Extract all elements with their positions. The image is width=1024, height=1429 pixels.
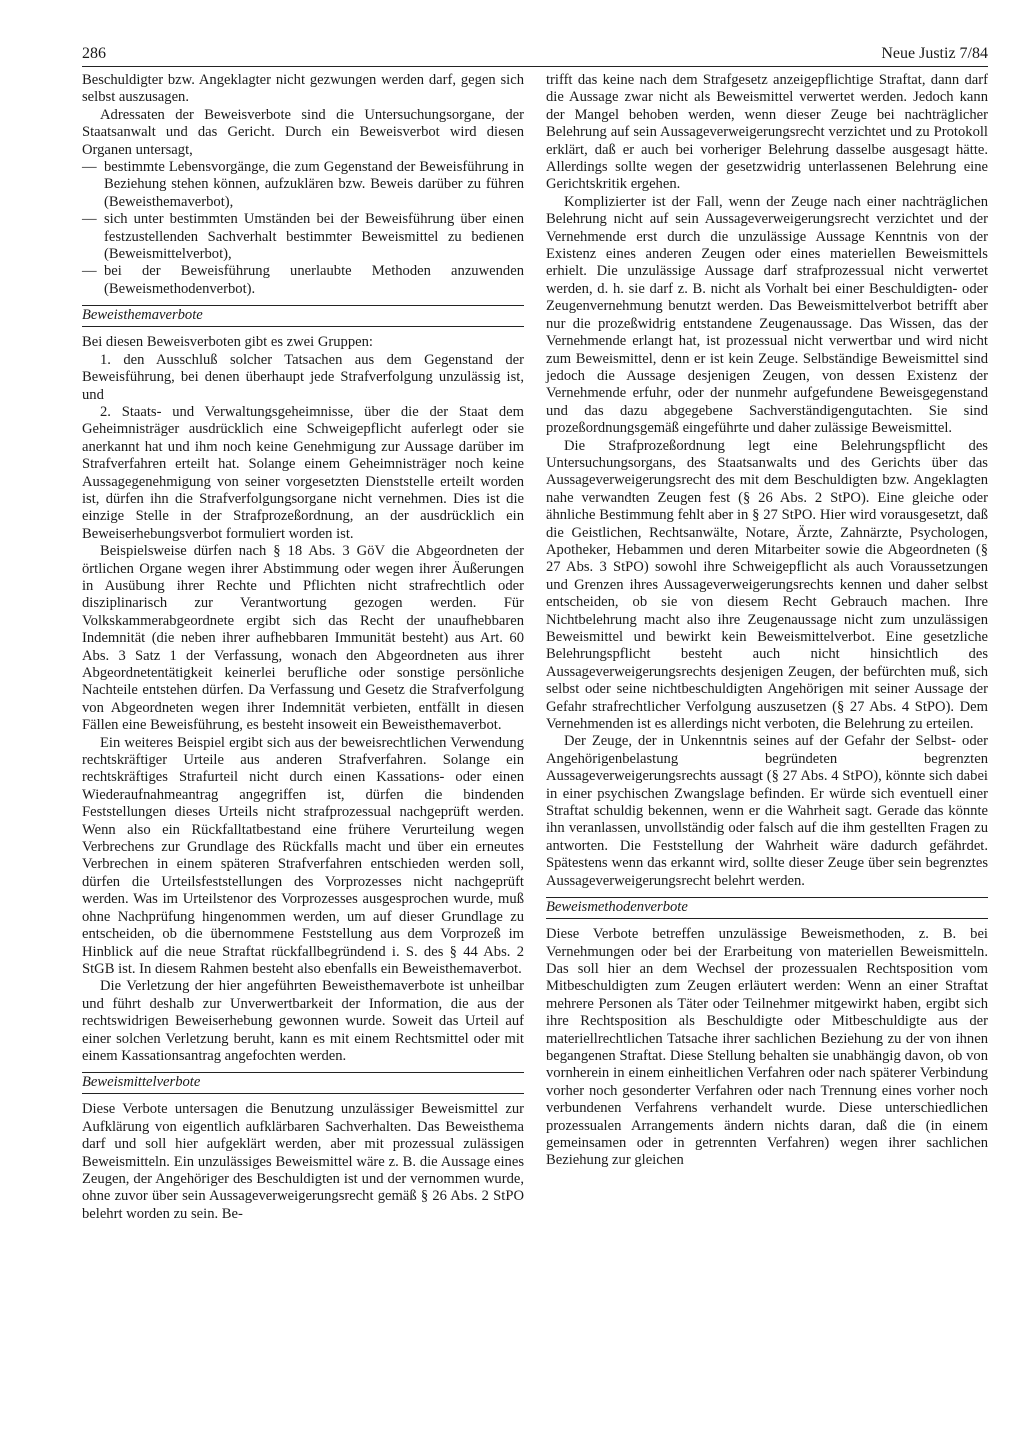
section-heading-beweisthemaverbote: [82, 305, 524, 327]
section-title: Beweisthemaverbote: [82, 307, 203, 324]
page-number: 286: [82, 45, 106, 62]
left-column: [82, 72, 524, 1223]
list-item: — bei der Beweisführung unerlaubte Methoden anzuwenden (Beweismethodenverbot).: [82, 263, 524, 298]
paragraph-trifft: trifft das keine nach dem Strafgesetz anzeigepflichtige Straftat, dann darf die Aussage zwar nicht als Beweismittel verwertet werden. Jedoch kann der Mangel behoben werden, wenn dieser Zeuge bei nachträglicher Belehrung auf sein Aussageverweigerungsrecht verzichtet und zu Protokoll erklärt, daß er auch bei vorheriger Belehrung dasselbe ausgesagt hätte. Allerdings sollte wegen der gesetzwidrig unterlassenen Belehrung eine Gerichtskritik ergehen.: [546, 72, 988, 193]
list-item: — bestimmte Lebensvorgänge, die zum Gegenstand der Beweisführung in Beziehung stehen können, aufzuklären bzw. Beweis darüber zu führen (Beweisthemaverbot),: [82, 159, 524, 211]
list-item: — sich unter bestimmten Umständen bei der Beweisführung über einen festzustellenden Sachverhalt bestimmter Beweismittel zu bedienen (Beweismittelverbot),: [82, 211, 524, 263]
paragraph-zeuge: Der Zeuge, der in Unkenntnis seines auf der Gefahr der Selbst- oder Angehörigenbelastung begründeten begrenzten Aussageverweigerungsrechts aussagt (§ 27 Abs. 4 StPO), könnte sich dabei in einer psychischen Zwangslage befinden. Er würde sich eventuell einer Straftat schuldig bekennen, wenn er die Wahrheit sagt. Gerade das könnte ihn veranlassen, unvollständig oder falsch auf die ihm gestellten Fragen zu antworten. Die Feststellung der Wahrheit wäre dadurch gefährdet. Spätestens wenn das erkannt wird, sollte dieser Zeuge über sein begrenztes Aussageverweigerungsrecht belehrt werden.: [546, 733, 988, 889]
page-header: [82, 44, 988, 67]
paragraph-verletzung: Die Verletzung der hier angeführten Beweisthemaverbote ist unheilbar und führt deshalb zur Unverwertbarkeit der Information, die aus der rechtswidrigen Beweiserhebung gewonnen wurde. Soweit das Urteil auf einer solchen Verletzung beruht, kann es mit einem Rechtsmittel oder mit einem Kassationsantrag angefochten werden.: [82, 978, 524, 1064]
paragraph-intro: Beschuldigter bzw. Angeklagter nicht gezwungen werden darf, gegen sich selbst auszusagen.: [82, 72, 524, 106]
list-item: 2. Staats- und Verwaltungsgeheimnisse, über die der Staat dem Geheimnisträger ausdrücklich eine Schweigepflicht auferlegt oder sie anerkannt hat und ihm noch keine Genehmigung zur Aussage darüber im Strafverfahren erteilt hat. Solange einem Geheimnisträger noch keine Aussagegenehmigung von seiner vorgesetzten Dienststelle erteilt worden ist, dürfen ihn die Strafverfolgungsorgane nicht vernehmen. Dies ist die einzige Stelle in der Strafprozeßordnung, an der ausdrücklich ein Beweiserhebungsverbot formuliert worden ist.: [82, 403, 524, 542]
paragraph-adressaten: Adressaten der Beweisverbote sind die Untersuchungsorgane, der Staatsanwalt und das Gericht. Durch ein Beweisverbot wird diesen Organen untersagt,: [82, 106, 524, 158]
section-title: Beweismittelverbote: [82, 1074, 201, 1091]
paragraph-strafprozessordnung: Die Strafprozeßordnung legt eine Belehrungspflicht des Untersuchungsorgans, des Staatsanwalts und des Gerichts über das Aussageverweigerungsrecht des mit dem Beschuldigten bzw. Angeklagten nahe verwandten Zeugen fest (§ 26 Abs. 2 StPO). Eine gleiche oder ähnliche Bestimmung fehlt aber in § 27 StPO. Hier wird vorausgesetzt, daß die Geistlichen, Rechtsanwälte, Notare, Ärzte, Zahnärzte, Psychologen, Apotheker, Hebammen und deren Mitarbeiter sowie die Abgeordneten (§ 27 Abs. 3 StPO) sowohl ihre Schweigepflicht als auch Voraussetzungen und Grenzen ihres Aussageverweigerungsrechts kennen und daher selbst entscheiden, ob sie von diesem Recht Gebrauch machen. Ihre Nichtbelehrung macht also ihre Zeugenaussage nicht zum unzulässigen Beweismittel und bewirkt kein Beweismittelverbot. Eine gesetzliche Belehrungspflicht besteht auch nicht hinsichtlich des Aussageverweigerungsrechts desjenigen Zeugen, der befürchten muß, sich selbst oder seine nichtbeschuldigten Angehörigen mit seiner Aussage der Gefahr strafrechtlicher Verfolgung auszusetzen (§ 27 Abs. 4 StPO). Dem Vernehmenden ist es allerdings nicht verboten, die Belehrung zu erteilen.: [546, 437, 988, 733]
group-list: [82, 352, 524, 543]
section-heading-beweismittelverbote: [82, 1072, 524, 1094]
paragraph-gruppen: Bei diesen Beweisverboten gibt es zwei Gruppen:: [82, 334, 373, 351]
journal-issue: Neue Justiz 7/84: [881, 45, 988, 62]
prohibition-list: [82, 159, 524, 298]
list-item: 1. den Ausschluß solcher Tatsachen aus dem Gegenstand der Beweisführung, bei denen überhaupt jede Strafverfolgung unzulässig ist, und: [82, 351, 524, 403]
paragraph-komplizierter: Komplizierter ist der Fall, wenn der Zeuge nach einer nachträglichen Belehrung nicht auf sein Aussageverweigerungsrecht verzichtet und der Vernehmende erst durch die unzulässige Aussage Kenntnis von der Existenz eines anderen Zeugen oder eines materiellen Beweismittels erhielt. Die unzulässige Aussage darf strafprozessual nicht verwertet werden, d. h. sie darf z. B. nicht als Vorhalt bei einer Beschuldigten- oder Zeugenvernehmung benutzt werden. Das Beweismittelverbot betrifft aber nur die prozeßwidrig entstandene Zeugenaussage. Das Wissen, das der Vernehmende erlangt hat, ist prozessual nicht verwertbar und wird nicht zum Beweismittel, denn er ist kein Zeuge. Selbständige Beweismittel sind jedoch die Aussage desjenigen Zeugen, von dessen Existenz der Vernehmende erfuhr, oder der nunmehr aufgefundene Beweisgegenstand und das dazu abgegebene Sachverständigengutachten. Sie sind prozeßordnungsgemäß eingeführte und daher zulässige Beweismittel.: [546, 193, 988, 437]
right-column: [546, 72, 988, 1170]
paragraph-methoden: Diese Verbote betreffen unzulässige Beweismethoden, z. B. bei Vernehmungen oder bei der Erarbeitung von materiellen Beweismitteln. Das soll hier an dem Wechsel der prozessualen Rechtsposition vom Mitbeschuldigten zum Zeugen erläutert werden: Wenn an einer Straftat mehrere Personen als Täter oder Teilnehmer mitgewirkt haben, ergibt sich ihre Rechtsposition als Beschuldigte oder Mitbeschuldigte aus der materiellrechtlichen Tatsache ihrer sachlichen Beziehung zu der von ihnen begangenen Straftat. Diese Stellung behalten sie unabhängig davon, ob von vornherein in einem einheitlichen Verfahren oder nach späterer Verbindung vorher noch gesonderter Verfahren oder nach Trennung eines vorher noch verbundenen Verfahrens verhandelt wurde. Diese unterschiedlichen prozessualen Arrangements ändern nichts daran, daß die (in einem gemeinsamen oder in getrennten Verfahren) wegen ihrer sachlichen Beziehung zur gleichen: [546, 926, 988, 1169]
section-title: Beweismethodenverbote: [546, 899, 688, 916]
paragraph-beispielsweise: Beispielsweise dürfen nach § 18 Abs. 3 GöV die Abgeordneten der örtlichen Organe wegen ihrer Abstimmung oder wegen ihrer Äußerungen in Ausübung ihrer Rechte und Pflichten nicht strafrechtlich oder disziplinarisch zur Verantwortung gezogen werden. Für Volkskammerabgeordnete ergibt sich das Recht der unaufhebbaren Indemnität (die neben ihrer aufhebbaren Immunität besteht) aus Art. 60 Abs. 3 Satz 1 der Verfassung, wonach den Abgeordneten aus ihrer Abgeordnetentätigkeit keinerlei berufliche oder sonstige persönliche Nachteile entstehen dürfen. Da Verfassung und Gesetz die Strafverfolgung von Abgeordneten wegen ihrer Indemnität verbieten, entfällt in diesen Fällen eine Beweisführung, es besteht insoweit ein Beweisthemaverbot.: [82, 543, 524, 734]
section-heading-beweismethodenverbote: [546, 897, 988, 919]
paragraph-weiteres-beispiel: Ein weiteres Beispiel ergibt sich aus der beweisrechtlichen Verwendung rechtskräftiger Urteile aus anderen Strafverfahren. Solange ein rechtskräftiges Strafurteil nicht durch einen Kassations- oder einen Wiederaufnahmeantrag angegriffen ist, dürfen die bindenden Feststellungen dieses Urteils nicht strafprozessual nachgeprüft werden. Wenn also ein Rückfalltatbestand eine frühere Verurteilung wegen Verbrechens zur Grundlage des Rückfalls macht und über ein erneutes Verbrechen in einem späteren Strafverfahren entschieden werden soll, dürfen die Urteilsfeststellungen des Vorprozesses nicht nachgeprüft werden. Was im Urteilstenor des Vorprozesses ausgesprochen wurde, muß ohne Nachprüfung hingenommen werden, um auf dieser Grundlage zu entscheiden, ob die übernommene Feststellung aus dem Vorprozeß im Hinblick auf die neue Straftat rückfallbegründend i. S. des § 44 Abs. 2 StGB ist. In diesem Rahmen besteht also ebenfalls ein Beweisthemaverbot.: [82, 734, 524, 977]
paragraph-beweismittel: Diese Verbote untersagen die Benutzung unzulässiger Beweismittel zur Aufklärung von eigentlich aufklärbaren Sachverhalten. Das Beweisthema darf und soll hier aufgeklärt werden, aber mit prozessual zulässigen Beweismitteln. Ein unzulässiges Beweismittel wäre z. B. die Aussage eines Zeugen, der Angehöriger des Beschuldigten ist und der vernommen wurde, ohne zuvor über sein Aussageverweigerungsrecht gemäß § 26 Abs. 2 StPO belehrt worden zu sein. Be-: [82, 1101, 524, 1222]
